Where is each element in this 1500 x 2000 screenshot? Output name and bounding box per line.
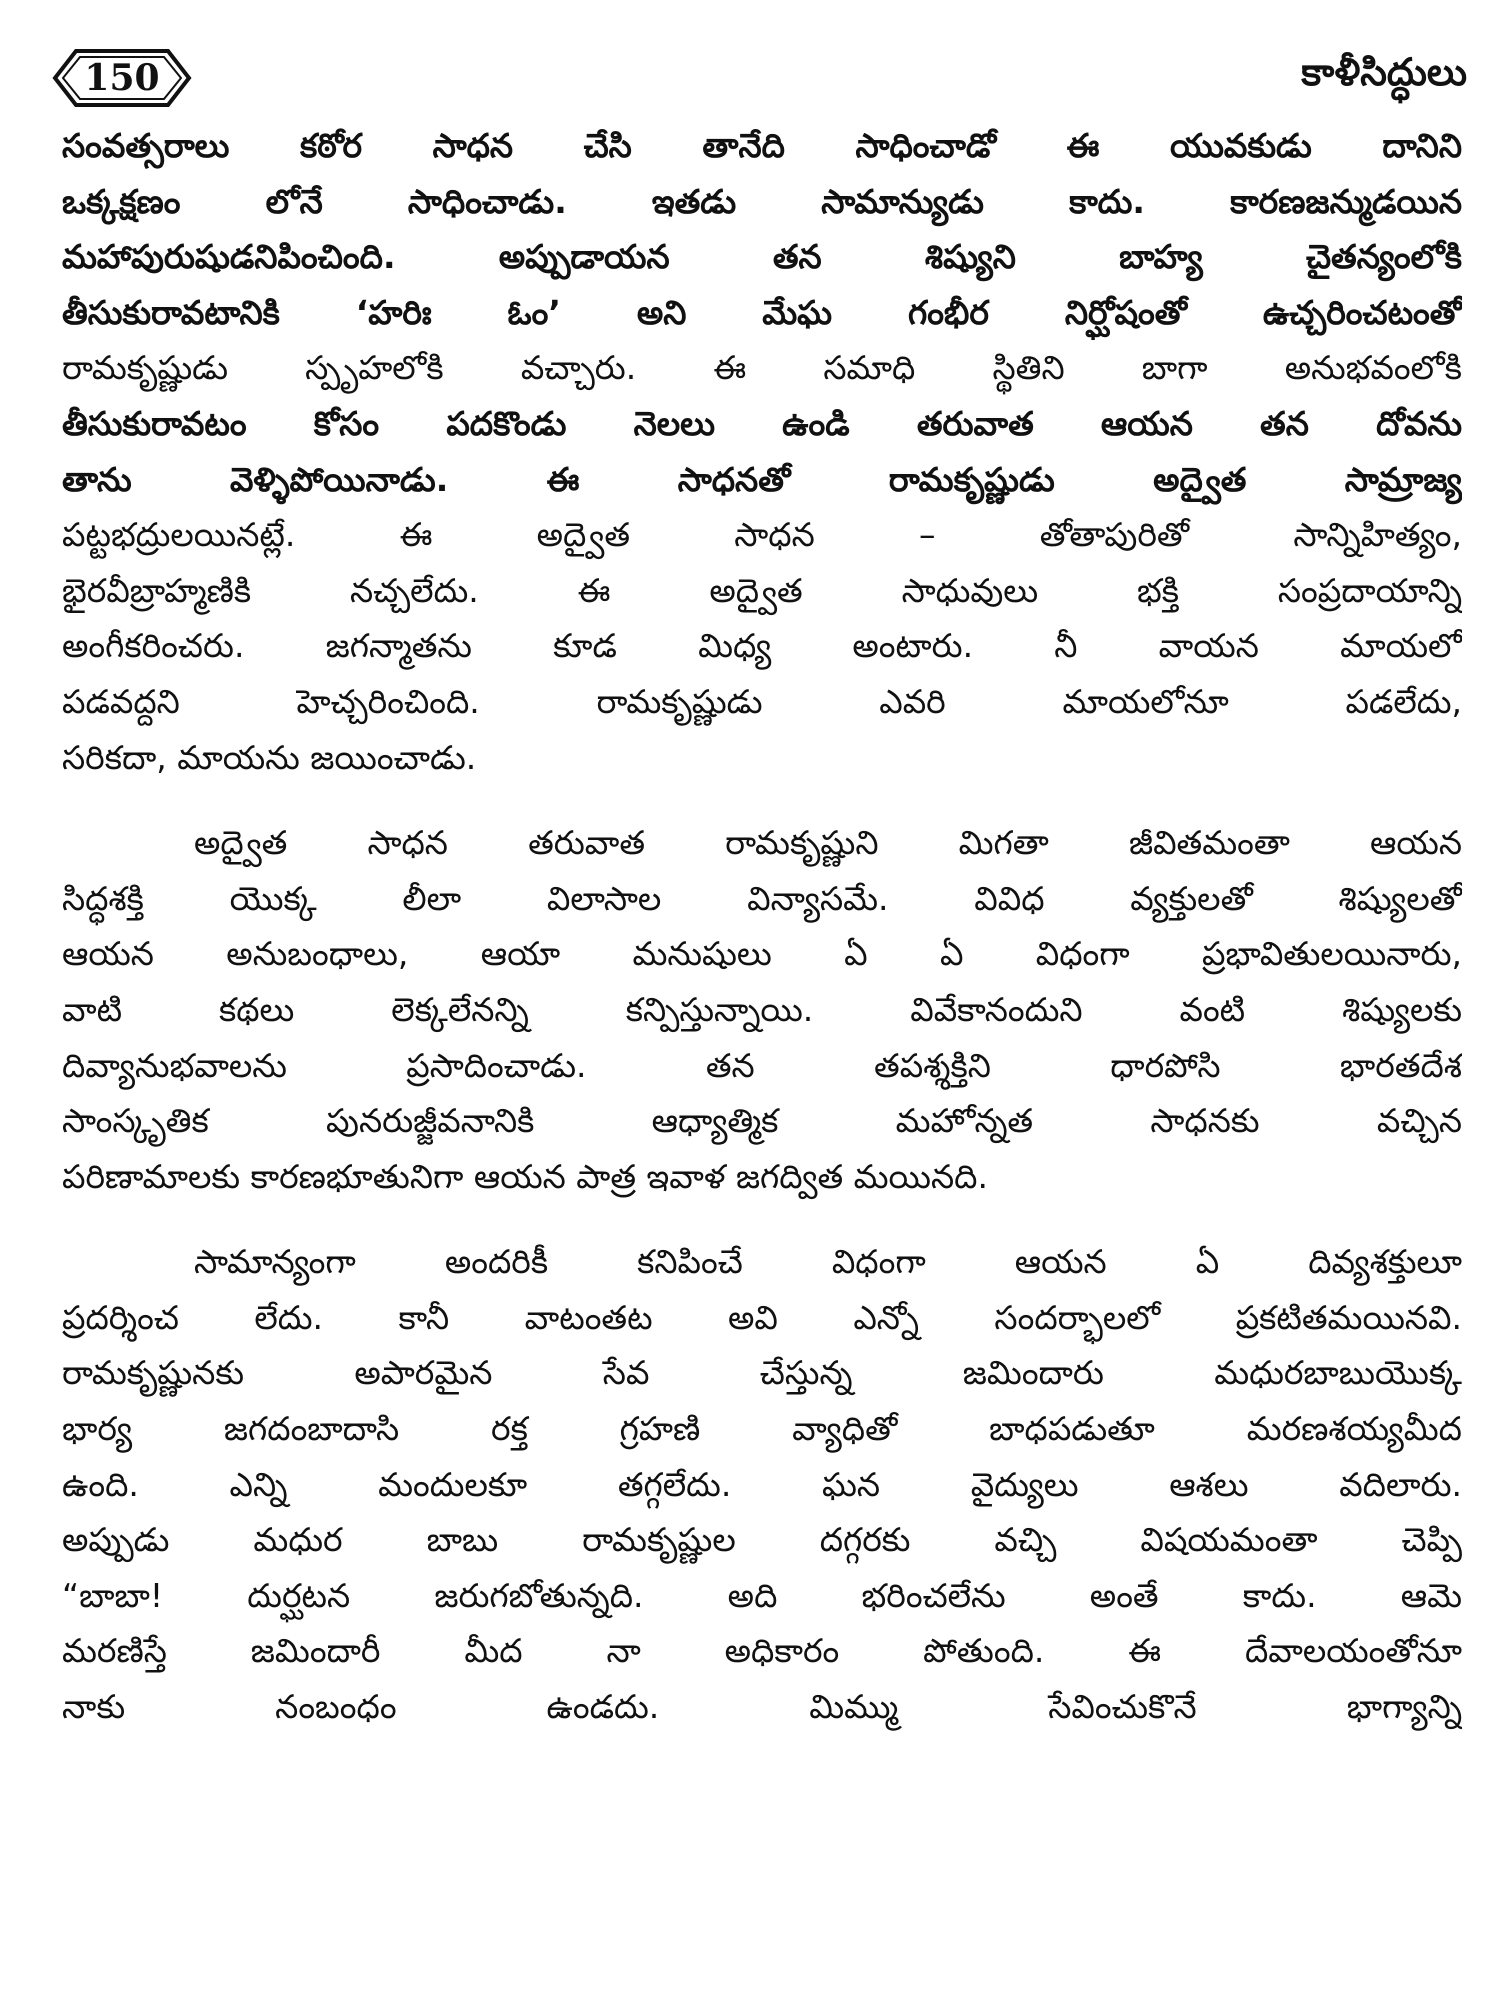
text-line: అద్వైత సాధన తరువాత రామకృష్ణుని మిగతా జీవితమంతా ఆయన xyxy=(194,823,1462,863)
paragraph-3 xyxy=(62,1234,1462,1734)
text-line: ఉంది. ఎన్ని మందులకూ తగ్గలేదు. ఘన వైద్యులు ఆశలు వదిలారు. xyxy=(62,1464,1462,1504)
running-title: కాళీసిద్ధులు xyxy=(1301,50,1467,94)
text-line: భైరవీబ్రాహ్మణికి నచ్చలేదు. ఈ అద్వైత సాధువులు భక్తి సంప్రదాయాన్ని xyxy=(62,570,1462,610)
text-line: నాకు నంబంధం ఉండదు. మిమ్ము సేవించుకొనే భాగ్యాన్ని xyxy=(62,1687,1462,1727)
page-number: 150 xyxy=(84,57,160,99)
page-header xyxy=(52,48,1467,112)
text-line: సరికదా, మాయను జయించాడు. xyxy=(62,737,477,777)
text-line: రామకృష్ణునకు అపారమైన సేవ చేస్తున్న జమిందారు మధురబాబుయొక్క xyxy=(62,1353,1462,1393)
text-line: వాటి కథలు లెక్కలేనన్ని కన్పిస్తున్నాయి. వివేకానందుని వంటి శిష్యులకు xyxy=(62,989,1462,1029)
body-text xyxy=(62,118,1462,1735)
text-line: మహాపురుషుడనిపించింది. అప్పుడాయన తన శిష్యుని బాహ్య చైతన్యంలోకి xyxy=(62,237,1462,277)
paragraph-2 xyxy=(62,815,1462,1204)
text-line: ఆయన అనుబంధాలు, ఆయా మనుషులు ఏ ఏ విధంగా ప్రభావితులయినారు, xyxy=(62,934,1462,974)
paragraph-1 xyxy=(62,118,1462,785)
page-number-badge xyxy=(52,48,192,108)
paragraph-gap xyxy=(62,1204,1462,1234)
text-line: సిద్ధశక్తి యొక్క లీలా విలాసాల విన్యాసమే. వివిధ వ్యక్తులతో శిష్యులతో xyxy=(62,878,1462,918)
paragraph-gap xyxy=(62,785,1462,815)
text-line: పడవద్దని హెచ్చరించింది. రామకృష్ణుడు ఎవరి మాయలోనూ పడలేదు, xyxy=(62,681,1462,721)
text-line: ఒక్కక్షణం లోనే సాధించాడు. ఇతడు సామాన్యుడు కాదు. కారణజన్ముడయిన xyxy=(62,181,1462,221)
text-line: రామకృష్ణుడు స్పృహలోకి వచ్చారు. ఈ సమాధి స్థితిని బాగా అనుభవంలోకి xyxy=(62,348,1462,388)
text-line: పరిణామాలకు కారణభూతునిగా ఆయన పాత్ర ఇవాళ జగద్విత మయినది. xyxy=(62,1156,988,1196)
text-line: మరణిస్తే జమిందారీ మీద నా అధికారం పోతుంది. ఈ దేవాలయంతోనూ xyxy=(62,1631,1462,1671)
text-line: అప్పుడు మధుర బాబు రామకృష్ణుల దగ్గరకు వచ్చి విషయమంతా చెప్పి xyxy=(62,1520,1462,1560)
text-line: పట్టభద్రులయినట్లే. ఈ అద్వైత సాధన – తోతాపురితో సాన్నిహిత్యం, xyxy=(62,515,1462,555)
text-line: “బాబా! దుర్ఘటన జరుగబోతున్నది. అది భరించలేను అంతే కాదు. ఆమె xyxy=(62,1575,1462,1615)
text-line: తాను వెళ్ళిపోయినాడు. ఈ సాధనతో రామకృష్ణుడు అద్వైత సామ్రాజ్య xyxy=(62,459,1462,499)
text-line: సాంస్కృతిక పునరుజ్జీవనానికి ఆధ్యాత్మిక మహోన్నత సాధనకు వచ్చిన xyxy=(62,1101,1462,1141)
text-line: సంవత్సరాలు కఠోర సాధన చేసి తానేది సాధించాడో ఈ యువకుడు దానిని xyxy=(62,126,1462,165)
text-line: సామాన్యంగా అందరికీ కనిపించే విధంగా ఆయన ఏ దివ్యశక్తులూ xyxy=(194,1242,1462,1282)
text-line: అంగీకరించరు. జగన్మాతను కూడ మిధ్య అంటారు. నీ వాయన మాయలో xyxy=(62,626,1462,666)
text-line: తీసుకురావటం కోసం పదకొండు నెలలు ఉండి తరువాత ఆయన తన దోవను xyxy=(62,403,1462,443)
text-line: దివ్యానుభవాలను ప్రసాదించాడు. తన తపశ్శక్తిని ధారపోసి భారతదేశ xyxy=(62,1045,1462,1085)
text-line: భార్య జగదంబాదాసి రక్త గ్రహణి వ్యాధితో బాధపడుతూ మరణశయ్యమీద xyxy=(62,1409,1462,1449)
text-line: తీసుకురావటానికి ‘హరిః ఓం’ అని మేఘ గంభీర నిర్ఘోషంతో ఉచ్చరించటంతో xyxy=(62,292,1462,332)
text-line: ప్రదర్శించ లేదు. కానీ వాటంతట అవి ఎన్నో సందర్భాలలో ప్రకటితమయినవి. xyxy=(62,1297,1462,1337)
